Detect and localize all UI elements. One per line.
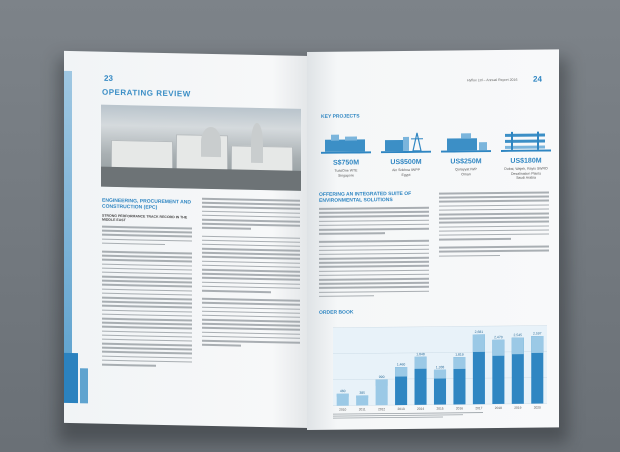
chart-category-label: 2017 <box>475 406 483 411</box>
left-page-number: 23 <box>104 73 113 83</box>
chart-data-label: 990 <box>378 374 385 380</box>
project-value-2: US$500M <box>390 158 422 167</box>
chart-data-label: 1,460 <box>396 362 406 367</box>
report-header: Hyflux Ltd – Annual Report 2016 <box>467 77 518 83</box>
chart-category-label: 2013 <box>397 406 405 412</box>
project-desc-2: Ain Sokhna IWPP Egypt <box>392 167 420 177</box>
desalination-plant-icon <box>441 130 491 153</box>
page-title: OPERATING REVIEW <box>102 87 191 99</box>
epc-heading: ENGINEERING, PROCUREMENT AND CONSTRUCTION (EPC) <box>102 197 191 211</box>
right-page-number: 24 <box>533 74 542 84</box>
chart-bar-segment <box>492 340 504 356</box>
chart-data-label: 2,470 <box>494 335 503 340</box>
chart-bar-segment <box>395 367 407 377</box>
chart-category-label: 2018 <box>494 405 502 411</box>
chart-data-label: 1,338 <box>435 365 445 370</box>
chart-category-label: 2012 <box>378 407 386 412</box>
right-text-column-2 <box>439 191 549 259</box>
left-text-column-2 <box>202 198 300 350</box>
chart-bar-segment <box>512 338 524 355</box>
chart-bar-segment <box>473 334 485 352</box>
order-book-chart <box>319 317 551 419</box>
project-desc-1: TuasOne WTE Singapore <box>334 168 358 178</box>
chart-category-label: 2014 <box>416 406 425 411</box>
chart-data-label: 2,681 <box>474 329 484 335</box>
project-value-4: US$180M <box>510 157 542 165</box>
chart-data-label: 1,819 <box>455 352 464 357</box>
key-projects-heading: KEY PROJECTS <box>321 113 360 120</box>
page-edge-blue <box>64 71 72 371</box>
chart-bar-segment <box>434 370 446 379</box>
power-plant-icon <box>381 131 431 154</box>
project-desc-4: Dubai, Wajeh, Rayis SWRO Desalination Plants Saudi Arabia <box>504 166 548 180</box>
chart-bar-segment <box>453 357 465 369</box>
chart-category-label: 2010 <box>339 407 347 412</box>
chart-footnote-line <box>333 412 483 414</box>
left-page <box>64 51 309 428</box>
chart-data-label: 2,597 <box>533 331 542 336</box>
project-value-1: S$750M <box>332 159 360 167</box>
epc-subheading: STRONG PERFORMANCE TRACK RECORD IN THE MIDDLE EAST <box>102 213 188 223</box>
chart-footnote-line <box>333 414 463 416</box>
chart-bar-segment <box>531 336 543 353</box>
left-text-column-1 <box>102 226 192 370</box>
chart-bar-segment <box>376 379 388 386</box>
chart-data-label: 460 <box>339 389 346 394</box>
chart-category-label: 2019 <box>514 405 522 410</box>
chart-data-label: 2,545 <box>513 333 523 338</box>
project-desc-3: Qurayyat IWP Oman <box>455 167 477 176</box>
right-page <box>307 49 559 430</box>
project-value-3: US$250M <box>450 158 482 166</box>
annual-report-spread <box>64 50 564 435</box>
integrated-solutions-heading: OFFERING AN INTEGRATED SUITE OF ENVIRONMENTAL SOLUTIONS <box>319 190 412 204</box>
right-text-column-1 <box>319 207 429 300</box>
chart-category-label: 2016 <box>455 406 464 411</box>
chart-data-label: 385 <box>359 390 366 395</box>
order-book-heading: ORDER BOOK <box>319 309 354 316</box>
chart-category-label: 2011 <box>358 407 366 412</box>
waste-to-energy-plant-icon <box>321 131 371 154</box>
plant-photo <box>101 105 301 191</box>
chart-bar-segment <box>415 357 427 369</box>
order-book-svg <box>319 317 551 419</box>
chart-bar-segment <box>337 394 349 397</box>
chart-category-label: 2020 <box>533 405 541 410</box>
chart-bar-segment <box>356 395 368 398</box>
chart-data-label: 1,848 <box>416 352 425 357</box>
pipeline-icon <box>501 129 551 152</box>
chart-category-label: 2015 <box>436 406 444 411</box>
chart-footnote-line <box>333 417 443 419</box>
